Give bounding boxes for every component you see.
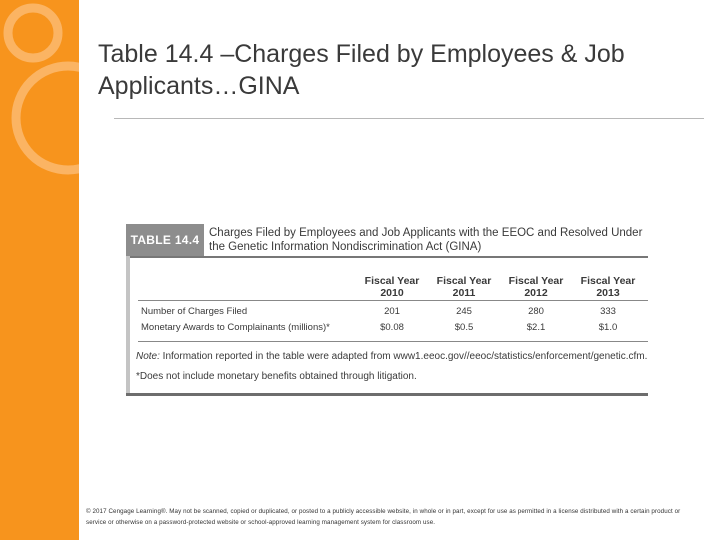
table-cell: 333 [600,306,616,317]
decorative-rings-icon [0,0,79,540]
column-header-2013: Fiscal Year 2013 [580,275,636,299]
table-top-rule [130,256,648,258]
row-label-charges: Number of Charges Filed [141,306,248,317]
table-cell: $1.0 [598,322,618,333]
table-cell: 280 [528,306,544,317]
table-label: TABLE 14.4 [126,224,204,256]
table-cell: $0.08 [380,322,404,333]
column-header-2011: Fiscal Year 2011 [436,275,492,299]
table-14-4 [126,224,648,396]
column-header-2010: Fiscal Year 2010 [364,275,420,299]
table-header-rule [138,300,648,301]
column-header-2012: Fiscal Year 2012 [508,275,564,299]
slide-title: Table 14.4 –Charges Filed by Employees & Job Applicants…GINA [98,40,625,100]
table-bottom-border [126,393,648,396]
copyright-notice: © 2017 Cengage Learning®. May not be scanned, copied or duplicated, or posted to a publicly accessible website, in whole or in part, except for use as permitted in a license distributed with a certain product or service or otherwise on a password-protected website or school-approved learning management system for classroom use. [86,508,681,526]
table-caption: Charges Filed by Employees and Job Applicants with the EEOC and Resolved Under the Genetic Information Nondiscrimination Act (GINA) [209,227,643,253]
table-cell: 245 [456,306,472,317]
table-cell: $0.5 [454,322,474,333]
note-text: Information reported in the table were adapted from www1.eeoc.gov//eeoc/statistics/enforcement/genetic.cfm. [159,351,648,362]
note-prefix: Note: [136,351,160,362]
row-label-awards: Monetary Awards to Complainants (millions)* [141,322,330,333]
table-cell: $2.1 [526,322,546,333]
table-cell: 201 [384,306,400,317]
table-header [126,224,648,256]
title-divider [114,118,704,119]
table-footnote: *Does not include monetary benefits obtained through litigation. [136,371,417,382]
orange-sidebar [0,0,79,540]
table-note [136,351,646,362]
table-bottom-rule [138,341,648,342]
table-left-border [126,256,130,396]
